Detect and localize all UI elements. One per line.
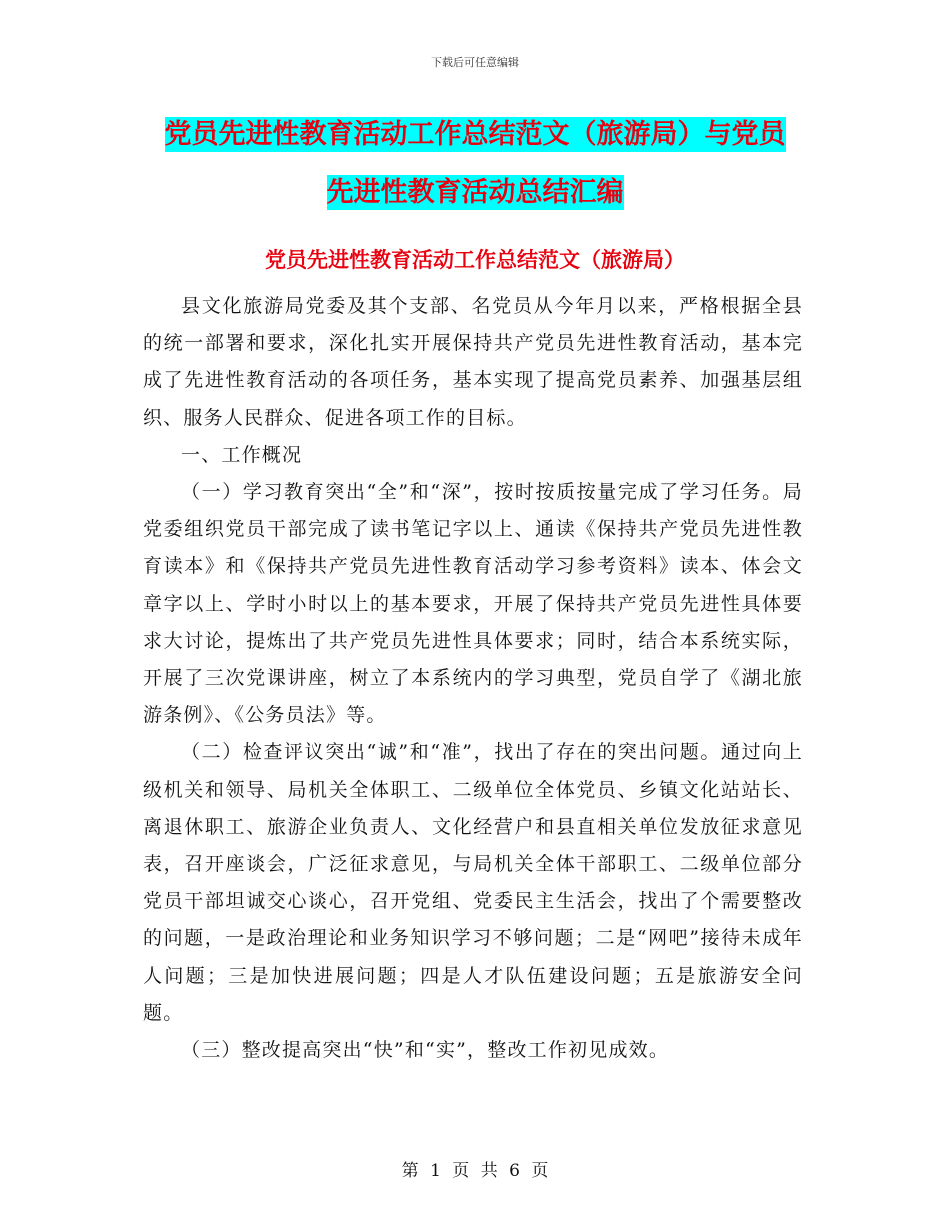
body-text	[143, 288, 803, 1069]
page-number-footer: 第 1 页 共 6 页	[401, 1161, 549, 1181]
section-title: 党员先进性教育活动工作总结范文（旅游局）	[265, 248, 685, 272]
document-title-line-2: 先进性教育活动总结汇编	[326, 177, 624, 208]
header-note: 下载后可任意编辑	[431, 56, 519, 69]
document-title	[0, 106, 950, 222]
paragraph-inspection-review: （二）检查评议突出“诚”和“准”，找出了存在的突出问题。通过向上级机关和领导、局机关全体职工、二级单位全体党员、乡镇文化站站长、离退休职工、旅游企业负责人、文化经营户和县直相关单位发放征求意见表，召开座谈会，广泛征求意见，与局机关全体干部职工、二级单位部分党员干部坦诚交心谈心，召开党组、党委民主生活会，找出了个需要整改的问题，一是政治理论和业务知识学习不够问题；二是“网吧”接待未成年人问题；三是加快进展问题；四是人才队伍建设问题；五是旅游安全问题。	[143, 741, 803, 1024]
heading-work-overview: 一、工作概况	[181, 443, 303, 466]
paragraph-study-education: （一）学习教育突出“全”和“深”，按时按质按量完成了学习任务。局党委组织党员干部完成了读书笔记字以上、通读《保持共产党员先进性教育读本》和《保持共产党员先进性教育活动学习参考资料》读本、体会文章字以上、学时小时以上的基本要求，开展了保持共产党员先进性具体要求大讨论，提炼出了共产党员先进性具体要求；同时，结合本系统实际，开展了三次党课讲座，树立了本系统内的学习典型，党员自学了《湖北旅游条例》、《公务员法》等。	[143, 481, 803, 727]
document-title-line-1: 党员先进性教育活动工作总结范文（旅游局）与党员	[164, 119, 786, 150]
paragraph-intro: 县文化旅游局党委及其个支部、名党员从今年月以来，严格根据全县的统一部署和要求，深化扎实开展保持共产党员先进性教育活动，基本完成了先进性教育活动的各项任务，基本实现了提高党员素养、加强基层组织、服务人民群众、促进各项工作的目标。	[143, 295, 803, 429]
paragraph-rectification: （三）整改提高突出“快”和“实”，整改工作初见成效。	[181, 1039, 670, 1062]
